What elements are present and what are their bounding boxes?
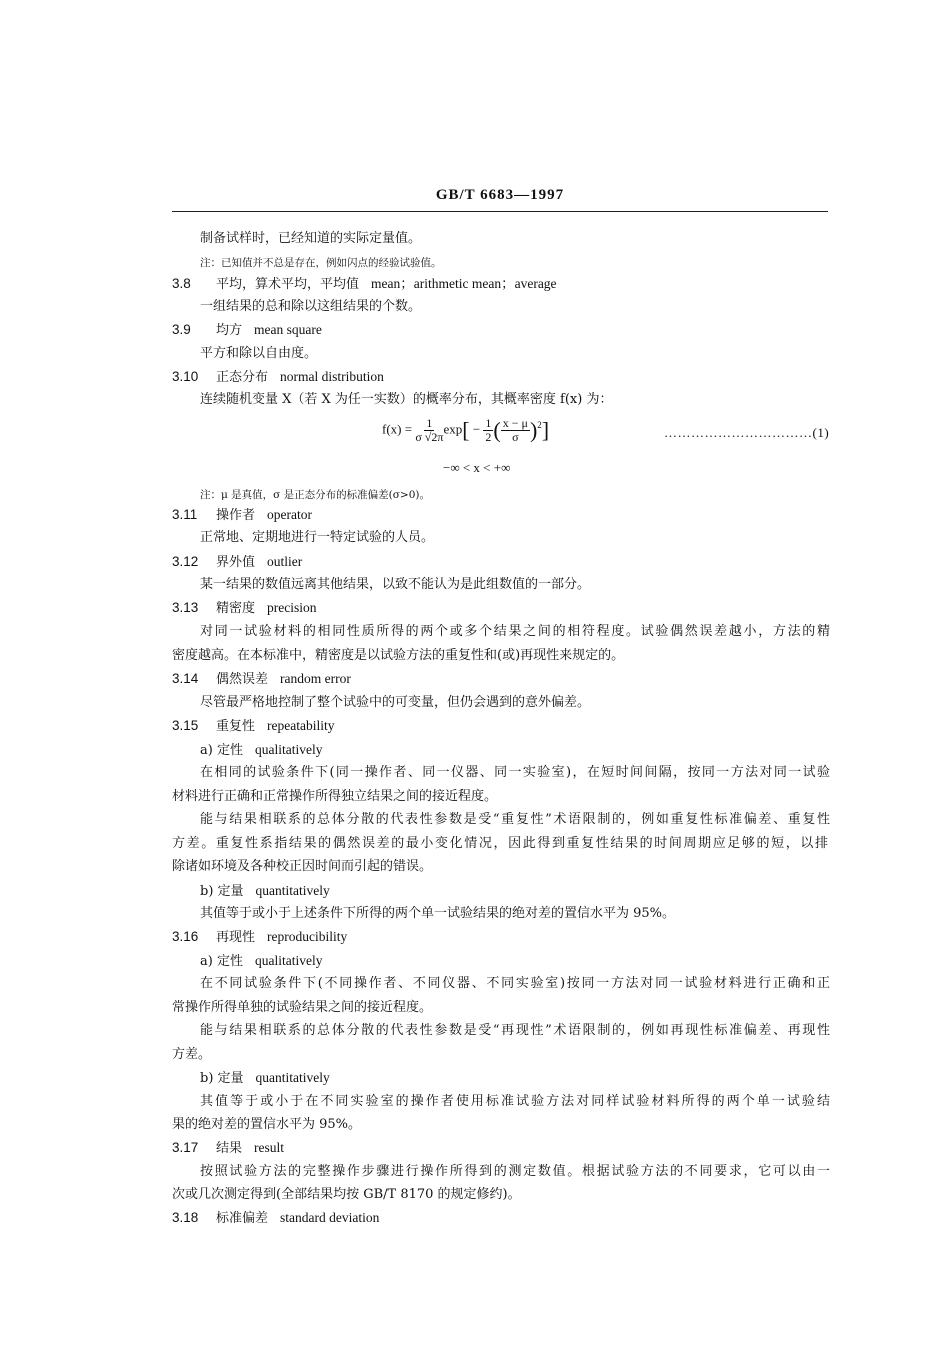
term-3-14 [172, 671, 351, 688]
term-en: operator [267, 507, 312, 522]
term-number: 3.13 [172, 600, 199, 615]
definition: 在相同的试验条件下(同一操作者、同一仪器、同一实验室)，在短时间间隔，按同一方法对同一试验 [200, 765, 830, 780]
definition: 平方和除以自由度。 [200, 346, 318, 361]
paragraph: 制备试样时，已经知道的实际定量值。 [200, 231, 422, 246]
fraction-numerator: 1 [485, 416, 492, 430]
term-cn: 界外值 [216, 555, 256, 570]
left-paren: ( [493, 417, 501, 443]
definition: 能与结果相联系的总体分散的代表性参数是受“再现性”术语限制的，例如再现性标准偏差、再现性 [200, 1023, 830, 1038]
definition: 常操作所得单独的试验结果之间的接近程度。 [172, 1000, 433, 1015]
exp-function: exp [443, 421, 463, 437]
term-en: mean；arithmetic mean；average [371, 276, 557, 291]
term-3-12 [172, 554, 302, 571]
subitem-a [200, 953, 322, 970]
definition: 尽管最严格地控制了整个试验中的可变量，但仍会遇到的意外偏差。 [200, 695, 591, 710]
fraction-2 [483, 417, 493, 444]
subitem-b [200, 1070, 330, 1087]
term-en: repeatability [267, 718, 335, 733]
definition: 对同一试验材料的相同性质所得的两个或多个结果之间的相符程度。试验偶然误差越小，方法的精 [200, 624, 830, 639]
subitem-a [200, 742, 322, 759]
term-en: mean square [254, 322, 322, 337]
term-3-8 [172, 276, 557, 293]
definition: 能与结果相联系的总体分散的代表性参数是受“重复性”术语限制的，例如重复性标准偏差、重复性 [200, 812, 830, 827]
subitem-label: b) 定量 [200, 1071, 244, 1086]
subitem-b [200, 883, 330, 900]
normal-distribution-formula [382, 417, 549, 444]
fraction-numerator: 1 [426, 416, 433, 430]
term-cn: 再现性 [216, 930, 256, 945]
term-3-10 [172, 369, 384, 386]
header-rule [172, 211, 828, 212]
definition: 其值等于或小于在不同实验室的操作者使用标准试验方法对同样试验材料所得的两个单一试验结 [200, 1094, 830, 1109]
term-cn: 平均，算术平均，平均值 [216, 277, 360, 292]
term-en: result [254, 1140, 285, 1155]
fraction-denominator: 2 [485, 430, 492, 444]
fraction-denominator: σ [512, 430, 519, 444]
term-cn: 重复性 [216, 719, 256, 734]
subitem-label: a) 定性 [200, 743, 243, 758]
term-number: 3.14 [172, 671, 199, 686]
definition: 在不同试验条件下(不同操作者、不同仪器、不同实验室)按同一方法对同一试验材料进行正确和正 [200, 976, 830, 991]
term-cn: 精密度 [216, 601, 256, 616]
term-number: 3.8 [172, 276, 191, 291]
subitem-en: qualitatively [254, 742, 323, 757]
term-number: 3.12 [172, 554, 199, 569]
term-number: 3.10 [172, 369, 199, 384]
definition: 次或几次测定得到(全部结果均按 GB/T 8170 的规定修约)。 [172, 1187, 521, 1202]
term-3-9 [172, 322, 322, 339]
term-en: precision [267, 600, 317, 615]
formula-range: −∞ < x < +∞ [443, 460, 511, 475]
term-number: 3.15 [172, 718, 199, 733]
subitem-label: a) 定性 [200, 954, 243, 969]
exponent: 2 [537, 420, 542, 431]
definition: 密度越高。在本标准中，精密度是以试验方法的重复性和(或)再现性来规定的。 [172, 648, 625, 663]
term-3-16 [172, 929, 347, 946]
definition: 正常地、定期地进行一特定试验的人员。 [200, 530, 435, 545]
right-bracket: ] [541, 417, 550, 443]
definition: 一组结果的总和除以这组结果的个数。 [200, 299, 422, 314]
definition: 果的绝对差的置信水平为 95%。 [172, 1117, 362, 1132]
term-number: 3.18 [172, 1210, 199, 1225]
term-3-18 [172, 1210, 379, 1227]
subitem-label: b) 定量 [200, 884, 244, 899]
definition: 按照试验方法的完整操作步骤进行操作所得到的测定数值。根据试验方法的不同要求，它可以由一 [200, 1164, 830, 1179]
term-cn: 结果 [216, 1141, 243, 1156]
definition: 某一结果的数值远离其他结果，以致不能认为是此组数值的一部分。 [200, 577, 591, 592]
term-number: 3.16 [172, 929, 199, 944]
subitem-en: quantitatively [255, 883, 330, 898]
term-en: normal distribution [280, 369, 384, 384]
term-number: 3.17 [172, 1140, 199, 1155]
equation-number: ……………………………(1) [664, 425, 830, 440]
term-cn: 操作者 [216, 508, 256, 523]
subitem-en: qualitatively [254, 953, 323, 968]
term-en: reproducibility [267, 929, 348, 944]
term-3-11 [172, 507, 312, 524]
formula-lhs: f(x) = [382, 421, 413, 437]
definition: 材料进行正确和正常操作所得独立结果之间的接近程度。 [172, 789, 498, 804]
fraction-denominator: σ √2π [415, 430, 444, 444]
term-cn: 偶然误差 [216, 672, 269, 687]
term-cn: 均方 [216, 323, 243, 338]
fraction-1 [415, 417, 443, 444]
fraction-numerator: x − μ [502, 416, 528, 430]
note: 注：μ 是真值，σ 是正态分布的标准偏差(σ>0)。 [200, 489, 431, 501]
term-3-17 [172, 1140, 284, 1157]
left-bracket: [ [462, 417, 470, 443]
term-cn: 正态分布 [216, 370, 269, 385]
right-paren: ) [529, 417, 538, 443]
term-en: standard deviation [280, 1210, 380, 1225]
minus-sign: − [472, 421, 481, 437]
definition: 其值等于或小于上述条件下所得的两个单一试验结果的绝对差的置信水平为 95%。 [200, 906, 676, 921]
term-cn: 标准偏差 [216, 1211, 269, 1226]
definition: 方差。重复性系指结果的偶然误差的最小变化情况，因此得到重复性结果的时间周期应足够的短，以排 [172, 836, 828, 851]
term-en: outlier [267, 554, 303, 569]
subitem-en: quantitatively [255, 1070, 330, 1085]
term-en: random error [280, 671, 351, 686]
definition: 除诸如环境及各种校正因时间而引起的错误。 [172, 859, 433, 874]
term-number: 3.11 [172, 507, 198, 522]
definition: 方差。 [172, 1047, 212, 1062]
note: 注：已知值并不总是存在，例如闪点的经验试验值。 [200, 257, 442, 269]
term-number: 3.9 [172, 322, 191, 337]
term-3-15 [172, 718, 334, 735]
term-3-13 [172, 600, 317, 617]
fraction-3 [501, 417, 530, 444]
definition: 连续随机变量 X（若 X 为任一实数）的概率分布，其概率密度 f(x) 为： [200, 392, 613, 407]
page-header: GB/T 6683—1997 [435, 187, 565, 203]
